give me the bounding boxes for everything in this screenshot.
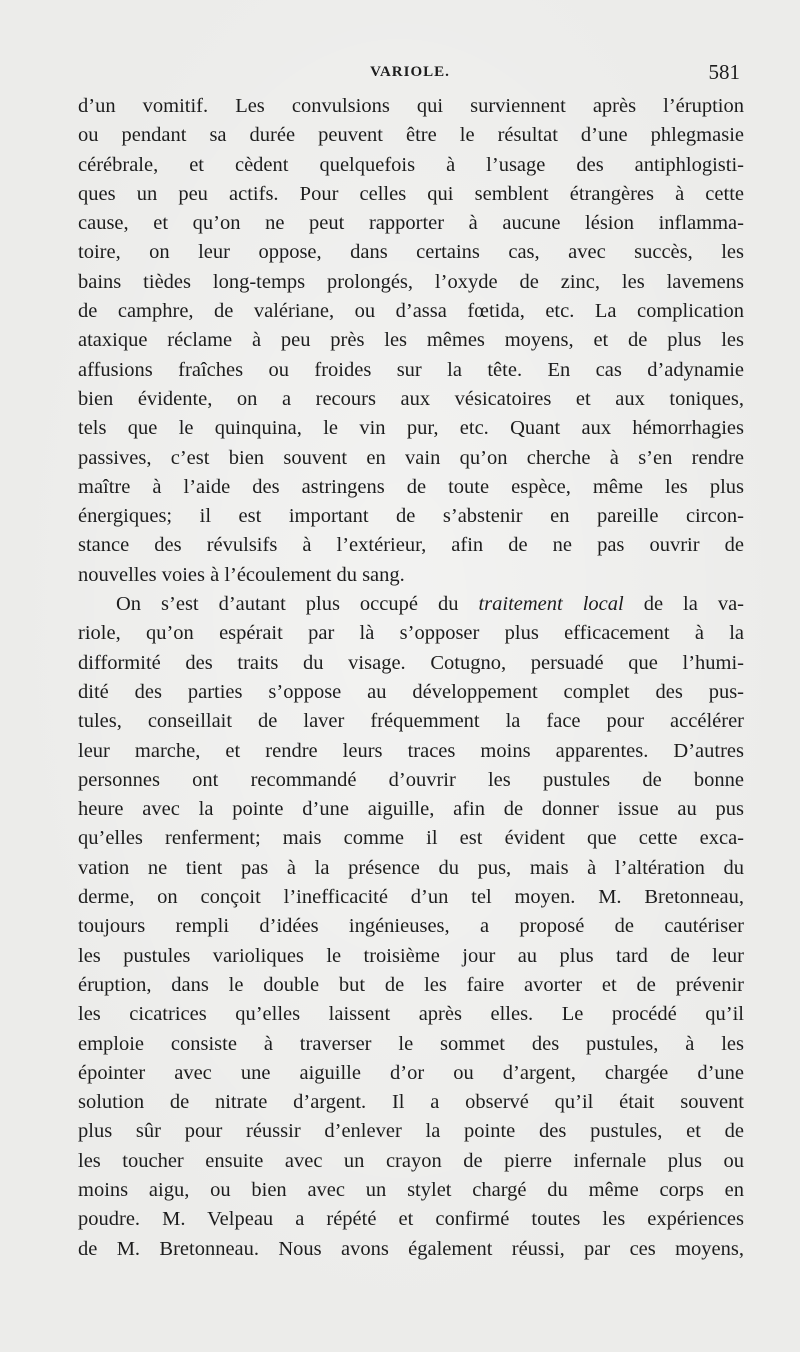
text-line: toire, on leur oppose, dans certains cas, avec succès, les xyxy=(78,241,744,264)
page-header xyxy=(80,60,740,90)
text-line: d’un vomitif. Les convulsions qui surviennent après l’éruption xyxy=(78,95,744,117)
page-number: 581 xyxy=(708,60,740,84)
text-line: bains tièdes long-temps prolongés, l’oxyde de zinc, les lavemens xyxy=(78,270,744,293)
text-line: dité des parties s’oppose au développement complet des pus- xyxy=(78,680,744,703)
text-line: énergiques; il est important de s’abstenir en pareille circon- xyxy=(78,505,744,528)
text-line: cause, et qu’on ne peut rapporter à aucune lésion inflamma- xyxy=(78,212,744,235)
text-line: derme, on conçoit l’inefficacité d’un tel moyen. M. Bretonneau, xyxy=(78,886,744,909)
text-line: riole, qu’on espérait par là s’opposer plus efficacement à la xyxy=(78,622,744,645)
text-line: tules, conseillait de laver fréquemment la face pour accélérer xyxy=(78,710,744,733)
text-line: éruption, dans le double but de les faire avorter et de prévenir xyxy=(78,973,744,996)
running-title: VARIOLE. xyxy=(370,64,450,80)
text-line: passives, c’est bien souvent en vain qu’on cherche à s’en rendre xyxy=(78,446,744,469)
text-line: ou pendant sa durée peuvent être le résultat d’une phlegmasie xyxy=(78,124,744,147)
text-line: ques un peu actifs. Pour celles qui semblent étrangères à cette xyxy=(78,182,744,205)
text-line: tels que le quinquina, le vin pur, etc. Quant aux hémorrhagies xyxy=(78,417,744,440)
text-line: affusions fraîches ou froides sur la tête. En cas d’adynamie xyxy=(78,358,744,381)
text-line: de camphre, de valériane, ou d’assa fœtida, etc. La complication xyxy=(78,300,744,323)
text-line: toujours rempli d’idées ingénieuses, a proposé de cautériser xyxy=(78,915,744,938)
line-tail-text: de la va- xyxy=(643,593,745,616)
text-line: les toucher ensuite avec un crayon de pierre infernale plus ou xyxy=(78,1149,744,1172)
text-line: bien évidente, on a recours aux vésicatoires et aux toniques, xyxy=(78,387,744,410)
text-line: personnes ont recommandé d’ouvrir les pustules de bonne xyxy=(78,768,744,791)
text-line: cérébrale, et cèdent quelquefois à l’usage des antiphlogisti- xyxy=(78,153,744,176)
text-line: heure avec la pointe d’une aiguille, afin de donner issue au pus xyxy=(78,798,744,821)
text-line: emploie consiste à traverser le sommet des pustules, à les xyxy=(78,1032,744,1055)
text-line: épointer avec une aiguille d’or ou d’argent, chargée d’une xyxy=(78,1061,744,1084)
text-line: stance des révulsifs à l’extérieur, afin de ne pas ouvrir de xyxy=(78,534,744,557)
line-lead-text: On s’est d’autant plus occupé du xyxy=(116,593,459,616)
text-line: difformité des traits du visage. Cotugno, persuadé que l’humi- xyxy=(78,651,744,674)
text-line: les cicatrices qu’elles laissent après elles. Le procédé qu’il xyxy=(78,1003,744,1026)
text-line: qu’elles renferment; mais comme il est évident que cette exca- xyxy=(78,827,744,850)
text-line: de M. Bretonneau. Nous avons également réussi, par ces moyens, xyxy=(78,1237,744,1260)
text-line: maître à l’aide des astringens de toute espèce, même les plus xyxy=(78,475,744,498)
body-text xyxy=(78,92,744,1264)
paragraph-end-line: nouvelles voies à l’écoulement du sang. xyxy=(78,563,405,586)
text-line: solution de nitrate d’argent. Il a observé qu’il était souvent xyxy=(78,1091,744,1114)
text-line: moins aigu, ou bien avec un stylet chargé du même corps en xyxy=(78,1178,744,1201)
text-line: vation ne tient pas à la présence du pus, mais à l’altération du xyxy=(78,856,744,879)
text-line: plus sûr pour réussir d’enlever la pointe des pustules, et de xyxy=(78,1120,744,1143)
italic-term: traitement local xyxy=(478,593,624,616)
text-line: ataxique réclame à peu près les mêmes moyens, et de plus les xyxy=(78,329,744,352)
text-line: les pustules varioliques le troisième jour au plus tard de leur xyxy=(78,944,744,967)
text-line: poudre. M. Velpeau a répété et confirmé toutes les expériences xyxy=(78,1208,744,1231)
paragraph-start-line xyxy=(78,590,744,619)
text-line: leur marche, et rendre leurs traces moins apparentes. D’autres xyxy=(78,739,744,762)
